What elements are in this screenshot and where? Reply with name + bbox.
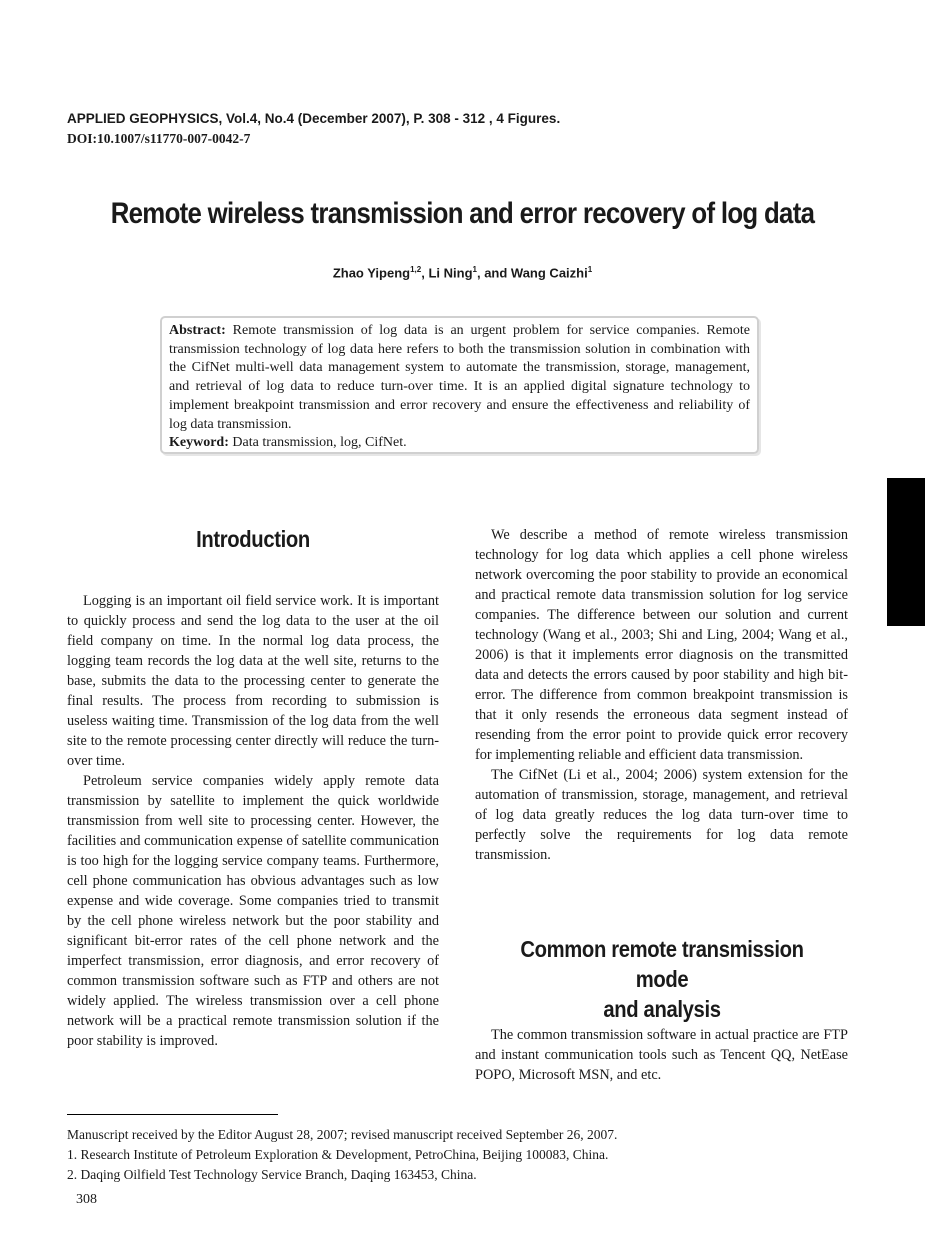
section-heading bbox=[498, 934, 825, 1024]
author-name: , Li Ning bbox=[421, 265, 473, 281]
abstract-box bbox=[160, 316, 759, 454]
body-paragraph: The common transmission software in actual practice are FTP and instant communication tools such as Tencent QQ, NetEase POPO, Microsoft MSN, and etc. bbox=[475, 1027, 848, 1083]
author-name: Zhao Yipeng bbox=[332, 265, 411, 281]
introduction-heading: Introduction bbox=[196, 526, 310, 552]
abstract-label: Abstract: bbox=[169, 323, 226, 338]
footnotes bbox=[67, 1125, 617, 1185]
doi: DOI:10.1007/s11770-007-0042-7 bbox=[67, 131, 251, 146]
footnote-received: Manuscript received by the Editor August 28, 2007; revised manuscript received September 26, 2007. bbox=[67, 1127, 618, 1142]
author-name: , and Wang Caizhi bbox=[476, 265, 588, 281]
right-column bbox=[475, 525, 848, 865]
body-paragraph: Logging is an important oil field service work. It is important to quickly process and send the log data to the user at the oil field company on time. In the normal log data process, the logging team records the log data at the well site, returns to the base, submits the data to the processing center to generate the final results. The process from recording to submission is useless waiting time. Transmission of the log data from the well site to the remote processing center directly will reduce the turn-over time. bbox=[67, 593, 439, 769]
keyword-text: Data transmission, log, CifNet. bbox=[228, 435, 407, 451]
journal-citation: APPLIED GEOPHYSICS, Vol.4, No.4 (December 2007), P. 308 - 312 , 4 Figures. bbox=[67, 111, 561, 126]
keyword-label: Keyword: bbox=[169, 435, 229, 451]
body-paragraph: We describe a method of remote wireless transmission technology for log data which applies a cell phone wireless network overcoming the poor stability to provide an economical and practical remote data transmission solution for log service companies. The difference between our solution and current technology (Wang et al., 2003; Shi and Ling, 2004; Wang et al., 2006) is that it implements error diagnosis on the transmitted data and detects the errors caused by poor stability and high bit-error. The difference from common breakpoint transmission is that it only resends the erroneous data segment instead of resending from the error point to provide quick error recovery for implementing reliable and efficient data transmission. bbox=[475, 527, 848, 763]
abstract-paragraph bbox=[169, 322, 750, 434]
page-edge-tab bbox=[887, 478, 925, 626]
footnote-rule bbox=[67, 1114, 278, 1115]
paper-title: Remote wireless transmission and error recovery of log data bbox=[110, 197, 815, 230]
section-heading-line: and analysis bbox=[603, 996, 721, 1022]
body-paragraph: Petroleum service companies widely apply remote data transmission by satellite to implement the quick worldwide transmission from well site to processing center. However, the facilities and communication expense of satellite communication is too high for the logging service company teams. Furthermore, cell phone communication has obvious advantages such as low expense and wide coverage. Some companies tried to transmit by the cell phone wireless network but the poor stability and significant bit-error rates of the cell phone network and the imperfect transmission, error diagnosis, and error recovery of common transmission software such as FTP and others are not widely applied. The wireless transmission over a cell phone network will be a practical remote transmission solution if the poor stability is improved. bbox=[67, 773, 439, 1049]
footnote-affiliation-1: 1. Research Institute of Petroleum Exploration & Development, PetroChina, Beijing 100083, China. bbox=[67, 1147, 609, 1162]
keyword-paragraph bbox=[169, 434, 750, 453]
affiliation-marker: 1 bbox=[587, 265, 593, 274]
body-paragraph: The CifNet (Li et al., 2004; 2006) system extension for the automation of transmission, storage, management, and retrieval of log data greatly reduces the log data turn-over time to perfectly solve the requirements for log data remote transmission. bbox=[475, 767, 848, 863]
page-number: 308 bbox=[76, 1192, 97, 1207]
abstract-text: Remote transmission of log data is an urgent problem for service companies. Remote transmission technology of log data here refers to both the transmission solution in combination with the CifNet multi-well data management system to automate the transmission, storage, management, and retrieval of log data to reduce turn-over time. It is an applied digital signature technology to implement breakpoint transmission and error recovery and ensure the effectiveness and reliability of log data transmission. bbox=[169, 323, 750, 432]
affiliation-marker: 1,2 bbox=[410, 265, 422, 274]
section-heading-line: Common remote transmission mode bbox=[520, 936, 804, 992]
affiliation-marker: 1 bbox=[472, 265, 477, 274]
author-list bbox=[0, 265, 925, 280]
right-column-continued bbox=[475, 1025, 848, 1085]
footnote-affiliation-2: 2. Daqing Oilfield Test Technology Service Branch, Daqing 163453, China. bbox=[67, 1167, 477, 1182]
left-column bbox=[67, 591, 439, 1051]
